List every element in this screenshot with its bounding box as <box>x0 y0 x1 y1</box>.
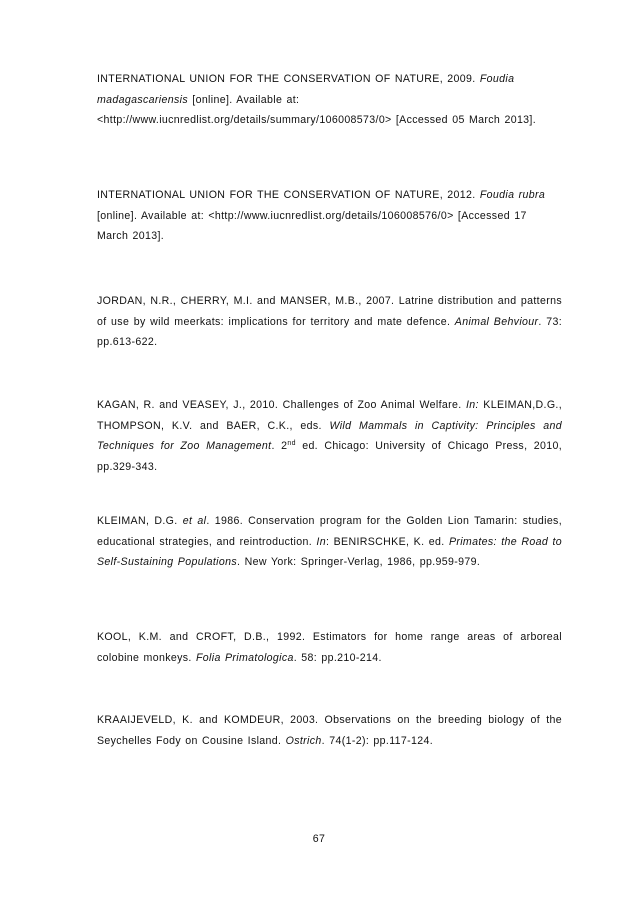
reference-et-al: et al <box>182 515 207 527</box>
reference-description: . 1986. Conservation program for the Golden Lion Tamarin: studies, educational strategies, and reintroduction. <box>97 515 563 548</box>
reference-authors: KAGAN, R. and VEASEY, J., 2010. Challenges of Zoo Animal Welfare. <box>97 399 467 411</box>
reference-editors: KLEIMAN,D.G., THOMPSON, K.V. and BAER, C.K., eds. <box>97 399 563 432</box>
reference-kleiman-1986 <box>97 511 562 573</box>
reference-kagan-2010 <box>97 395 562 477</box>
reference-authors: KLEIMAN, D.G. <box>97 515 183 527</box>
reference-in: In <box>316 535 326 548</box>
reference-title: Wild Mammals in Captivity: Principles and Techniques for Zoo Management <box>97 419 562 452</box>
reference-in: In: <box>466 399 479 411</box>
reference-details: [online]. Available at: <http://www.iucnredlist.org/details/106008576/0> [Accessed 17 March 2013]. <box>97 209 527 242</box>
reference-details: . 73: pp.613-622. <box>97 315 563 348</box>
reference-details: [online]. Available at: <http://www.iucnredlist.org/details/summary/106008573/0> [Accessed 05 March 2013]. <box>97 93 537 126</box>
reference-title: Primates: the Road to Self-Sustaining Populations <box>97 535 563 568</box>
reference-authors: KRAAIJEVELD, K. and KOMDEUR, 2003. Observations on the breeding biology of the Seychelles Fody on Cousine Island. <box>97 714 562 747</box>
reference-details: ed. Chicago: University of Chicago Press, 2010, pp.329-343. <box>97 440 562 473</box>
reference-authors: JORDAN, N.R., CHERRY, M.I. and MANSER, M.B., 2007. Latrine distribution and patterns of use by wild meerkats: implications for territory and mate defence. <box>97 295 562 328</box>
reference-editors: : BENIRSCHKE, K. ed. <box>325 535 449 548</box>
reference-authors: INTERNATIONAL UNION FOR THE CONSERVATION OF NATURE, 2012. <box>97 189 480 201</box>
reference-title: Folia Primatologica <box>195 651 294 664</box>
reference-jordan-2007 <box>97 291 562 353</box>
reference-edition: . 2 <box>271 440 288 452</box>
reference-edition-suffix: nd <box>287 440 296 447</box>
reference-details: . 74(1-2): pp.117-124. <box>321 734 434 747</box>
reference-authors: KOOL, K.M. and CROFT, D.B., 1992. Estimators for home range areas of arboreal colobine monkeys. <box>97 631 562 664</box>
reference-authors: INTERNATIONAL UNION FOR THE CONSERVATION OF NATURE, 2009. <box>97 73 480 85</box>
page-number: 67 <box>312 833 326 845</box>
reference-kraaijeveld-2003 <box>97 710 562 751</box>
reference-title: Animal Behviour <box>454 315 539 328</box>
reference-title: Ostrich <box>285 734 322 747</box>
reference-iucn-2012 <box>97 185 562 247</box>
reference-details: . New York: Springer-Verlag, 1986, pp.959-979. <box>237 556 481 568</box>
reference-kool-1992 <box>97 627 562 668</box>
reference-iucn-2009 <box>97 69 562 131</box>
reference-details: . 58: pp.210-214. <box>293 651 382 664</box>
reference-title: Foudia rubra <box>479 189 546 201</box>
reference-title: Foudia madagascariensis <box>97 73 515 106</box>
